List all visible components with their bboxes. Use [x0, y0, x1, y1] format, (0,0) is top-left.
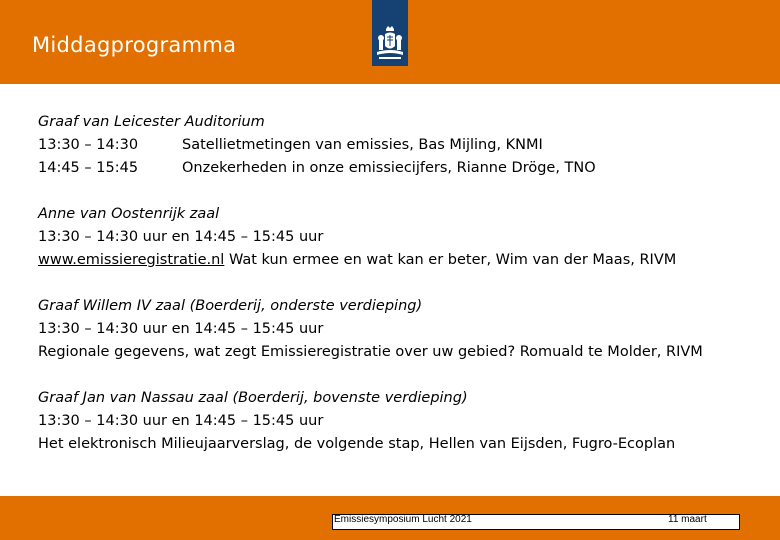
footer-bar — [0, 496, 780, 540]
session-talk: Het elektronisch Milieujaarverslag, de volgende stap, Hellen van Eijsden, Fugro-Ecoplan — [38, 436, 676, 452]
session-time: 13:30 – 14:30 — [38, 137, 139, 153]
footer-event: Emissiesymposium Lucht 2021 — [334, 514, 472, 525]
logo — [372, 0, 408, 66]
schedule-row — [38, 134, 780, 157]
session-talk: Regionale gegevens, wat zegt Emissieregistratie over uw gebied? Romuald te Molder, RIVM — [38, 344, 703, 360]
rijksoverheid-crest-icon — [375, 26, 405, 60]
session-location: Graaf van Leicester Auditorium — [38, 114, 265, 130]
session-time: 14:45 – 15:45 — [38, 160, 139, 176]
session-talk: Onzekerheden in onze emissiecijfers, Rianne Dröge, TNO — [182, 160, 596, 176]
session-block — [38, 203, 780, 272]
session-block — [38, 111, 780, 180]
session-location: Graaf Jan van Nassau zaal (Boerderij, bovenste verdieping) — [38, 390, 468, 406]
session-location: Anne van Oostenrijk zaal — [38, 206, 220, 222]
session-talk: Wat kun ermee en wat kan er beter, Wim van der Maas, RIVM — [224, 252, 677, 268]
page-title: Middagprogramma — [32, 33, 237, 57]
emissieregistratie-link[interactable]: www.emissieregistratie.nl — [38, 252, 225, 268]
session-location: Graaf Willem IV zaal (Boerderij, onderste verdieping) — [38, 298, 423, 314]
footer-date: 11 maart — [668, 514, 707, 525]
session-times: 13:30 – 14:30 uur en 14:45 – 15:45 uur — [38, 413, 324, 429]
schedule-row — [38, 157, 780, 180]
session-times: 13:30 – 14:30 uur en 14:45 – 15:45 uur — [38, 321, 324, 337]
header-bar — [0, 0, 780, 84]
session-times: 13:30 – 14:30 uur en 14:45 – 15:45 uur — [38, 229, 324, 245]
session-talk-line — [38, 249, 780, 272]
session-block — [38, 387, 780, 456]
session-block — [38, 295, 780, 364]
session-talk: Satellietmetingen van emissies, Bas Mijling, KNMI — [182, 137, 543, 153]
program-content — [38, 111, 780, 479]
